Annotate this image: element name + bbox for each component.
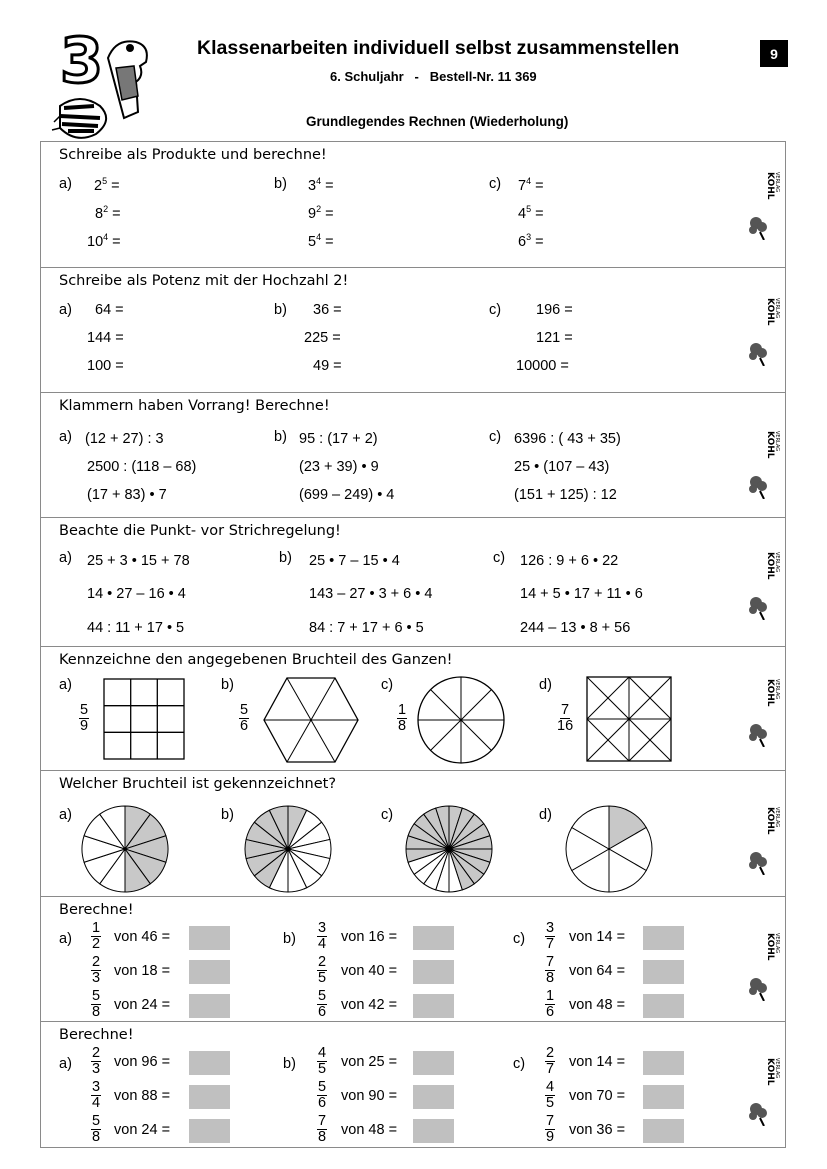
answer-box[interactable] [413,1051,454,1075]
fraction: $\frac{4}{5}$ [318,1045,327,1077]
section-mark-fraction [40,646,786,771]
worksheet-heading: Grundlegendes Rechnen (Wiederholung) [306,114,569,129]
square-16-figure [586,676,672,762]
answer-box[interactable] [643,1085,684,1109]
fraction: $\frac{2}{7}$ [546,1045,555,1077]
answer-box[interactable] [643,1051,684,1075]
answer-box[interactable] [189,960,230,984]
section-identify-fraction [40,770,786,897]
publisher-logo [746,550,780,620]
logo-digit: 3 [60,24,104,97]
label-b: b) [274,176,287,192]
fraction: $\frac{5}{6}$ [240,702,249,734]
pie-figure-a [80,804,170,894]
document-title: Klassenarbeiten individuell selbst zusammenstellen [197,37,680,59]
svg-text:VERLAG: VERLAG [774,1058,780,1079]
label-c: c) [489,302,502,318]
exercise-item: 14 • 27 – 16 • 4 [87,586,186,602]
label-a: a) [59,550,72,566]
svg-text:VERLAG: VERLAG [774,679,780,700]
exercise-item: 64 = [95,302,124,318]
section-instruction: Klammern haben Vorrang! Berechne! [59,398,330,414]
section-brackets [40,392,786,518]
answer-box[interactable] [413,1119,454,1143]
fraction: $\frac{7}{9}$ [546,1113,555,1145]
section-fraction-of-1 [40,896,786,1022]
svg-text:VERLAG: VERLAG [774,431,780,452]
label-b: b) [274,429,287,445]
fraction: $\frac{3}{4}$ [92,1079,101,1111]
exercise-text: von 36 = [569,1122,626,1138]
exercise-text: von 64 = [569,963,626,979]
fraction: $\frac{2}{3}$ [92,954,101,986]
label-c: c) [489,176,502,192]
exercise-text: von 42 = [341,997,398,1013]
exercise-item: 126 : 9 + 6 • 22 [520,553,619,569]
exercise-item: 25 + 3 • 15 + 78 [87,553,190,569]
label-d: d) [539,677,552,693]
exercise-item: 25 • (107 – 43) [514,459,610,475]
exercise-item: $8^2$ = [95,204,121,222]
exercise-item: $3^4$ = [308,176,334,194]
exercise-item: 121 = [536,330,573,346]
svg-text:KOHL: KOHL [765,1058,775,1086]
svg-text:KOHL: KOHL [765,172,775,200]
fraction: $\frac{3}{4}$ [318,920,327,952]
exercise-item: 49 = [313,358,342,374]
publisher-logo [746,805,780,875]
fraction: $\frac{5}{6}$ [318,988,327,1020]
section-instruction: Berechne! [59,1027,134,1043]
fraction: $\frac{1}{6}$ [546,988,555,1020]
label-a: a) [59,429,72,445]
svg-text:VERLAG: VERLAG [774,933,780,954]
publisher-logo [746,1056,780,1126]
exercise-text: von 48 = [569,997,626,1013]
svg-text:VERLAG: VERLAG [774,552,780,573]
exercise-item: (17 + 83) • 7 [87,487,167,503]
exercise-item: 143 – 27 • 3 + 6 • 4 [309,586,433,602]
label-b: b) [283,1056,296,1072]
hexagon-figure [263,677,359,763]
label-c: c) [381,807,394,823]
exercise-item: (151 + 125) : 12 [514,487,617,503]
answer-box[interactable] [643,994,684,1018]
fraction: $\frac{3}{7}$ [546,920,555,952]
exercise-text: von 24 = [114,1122,171,1138]
answer-box[interactable] [413,926,454,950]
publisher-logo [746,170,780,240]
exercise-item: 84 : 7 + 17 + 6 • 5 [309,620,424,636]
label-c: c) [513,1056,526,1072]
document-subtitle: 6. Schuljahr - Bestell-Nr. 11 369 [330,69,537,84]
publisher-logo [746,429,780,499]
section-instruction: Kennzeichne den angegebenen Bruchteil des Ganzen! [59,652,453,668]
svg-text:KOHL: KOHL [765,552,775,580]
pie-figure-b [243,804,333,894]
answer-box[interactable] [413,960,454,984]
exercise-item: 10000 = [516,358,569,374]
answer-box[interactable] [643,926,684,950]
label-c: c) [513,931,526,947]
exercise-text: von 25 = [341,1054,398,1070]
fraction: $\frac{4}{5}$ [546,1079,555,1111]
answer-box[interactable] [189,1119,230,1143]
exercise-text: von 96 = [114,1054,171,1070]
svg-text:KOHL: KOHL [765,679,775,707]
exercise-item: 244 – 13 • 8 + 56 [520,620,631,636]
label-c: c) [381,677,394,693]
answer-box[interactable] [189,926,230,950]
label-a: a) [59,807,72,823]
fraction: $\frac{1}{8}$ [398,702,407,734]
label-b: b) [221,677,234,693]
answer-box[interactable] [189,994,230,1018]
exercise-text: von 48 = [341,1122,398,1138]
exercise-text: von 14 = [569,1054,626,1070]
exercise-item: 196 = [536,302,573,318]
svg-text:VERLAG: VERLAG [774,807,780,828]
section-instruction: Schreibe als Produkte und berechne! [59,147,327,163]
section-instruction: Beachte die Punkt- vor Strichregelung! [59,523,341,539]
exercise-item: 36 = [313,302,342,318]
circle-8-figure [416,675,506,765]
exercise-item: (23 + 39) • 9 [299,459,379,475]
fraction: $\frac{7}{16}$ [557,702,574,734]
exercise-item: $5^4$ = [308,232,334,250]
label-c: c) [489,429,502,445]
exercise-text: von 16 = [341,929,398,945]
exercise-item: 6396 : ( 43 + 35) [514,431,621,447]
svg-text:VERLAG: VERLAG [774,298,780,319]
fraction: $\frac{7}{8}$ [318,1113,327,1145]
label-d: d) [539,807,552,823]
exercise-item: $2^5$ = [94,176,120,194]
svg-text:KOHL: KOHL [765,431,775,459]
answer-box[interactable] [189,1085,230,1109]
exercise-item: 2500 : (118 – 68) [87,459,197,475]
exercise-item: 100 = [87,358,124,374]
label-b: b) [221,807,234,823]
section-square-powers [40,267,786,393]
svg-text:VERLAG: VERLAG [774,172,780,193]
exercise-text: von 70 = [569,1088,626,1104]
exercise-item: (12 + 27) : 3 [85,431,164,447]
exercise-item: 25 • 7 – 15 • 4 [309,553,400,569]
exercise-text: von 88 = [114,1088,171,1104]
label-b: b) [274,302,287,318]
fraction: $\frac{2}{3}$ [92,1045,101,1077]
publisher-logo [746,677,780,747]
label-a: a) [59,1056,72,1072]
exercise-item: $9^2$ = [308,204,334,222]
grid-9-figure [103,678,185,760]
exercise-item: $6^3$ = [518,232,544,250]
fraction: $\frac{5}{9}$ [80,702,89,734]
label-b: b) [283,931,296,947]
publisher-logo [746,296,780,366]
exercise-text: von 46 = [114,929,171,945]
exercise-item: 44 : 11 + 17 • 5 [87,620,185,636]
exercise-item: 144 = [87,330,124,346]
answer-box[interactable] [189,1051,230,1075]
mascot-logo [46,18,156,140]
page-number: 9 [760,40,788,67]
exercise-text: von 18 = [114,963,171,979]
fraction: $\frac{2}{5}$ [318,954,327,986]
svg-text:KOHL: KOHL [765,298,775,326]
exercise-item: (699 – 249) • 4 [299,487,395,503]
exercise-text: von 14 = [569,929,626,945]
answer-box[interactable] [413,1085,454,1109]
label-a: a) [59,931,72,947]
label-a: a) [59,176,72,192]
fraction: $\frac{5}{6}$ [318,1079,327,1111]
section-powers-as-products [40,141,786,268]
publisher-logo [746,931,780,1001]
exercise-text: von 90 = [341,1088,398,1104]
exercise-item: $7^4$ = [518,176,544,194]
answer-box[interactable] [643,1119,684,1143]
section-instruction: Berechne! [59,902,134,918]
label-a: a) [59,677,72,693]
fraction: $\frac{5}{8}$ [92,988,101,1020]
answer-box[interactable] [643,960,684,984]
exercise-text: von 40 = [341,963,398,979]
exercise-text: von 24 = [114,997,171,1013]
label-b: b) [279,550,292,566]
section-instruction: Welcher Bruchteil ist gekennzeichnet? [59,776,337,792]
fraction: $\frac{5}{8}$ [92,1113,101,1145]
fraction: $\frac{7}{8}$ [546,954,555,986]
svg-text:KOHL: KOHL [765,933,775,961]
exercise-item: $4^5$ = [518,204,544,222]
label-c: c) [493,550,506,566]
section-instruction: Schreibe als Potenz mit der Hochzahl 2! [59,273,349,289]
exercise-item: 95 : (17 + 2) [299,431,378,447]
section-fraction-of-2 [40,1021,786,1148]
pie-figure-d [564,804,654,894]
label-a: a) [59,302,72,318]
fraction: $\frac{1}{2}$ [92,920,101,952]
exercise-item: 225 = [304,330,341,346]
section-operator-precedence [40,517,786,647]
answer-box[interactable] [413,994,454,1018]
exercise-item: $10^4$ = [87,232,121,250]
pie-figure-c [404,804,494,894]
exercise-item: 14 + 5 • 17 + 11 • 6 [520,586,643,602]
svg-text:KOHL: KOHL [765,807,775,835]
